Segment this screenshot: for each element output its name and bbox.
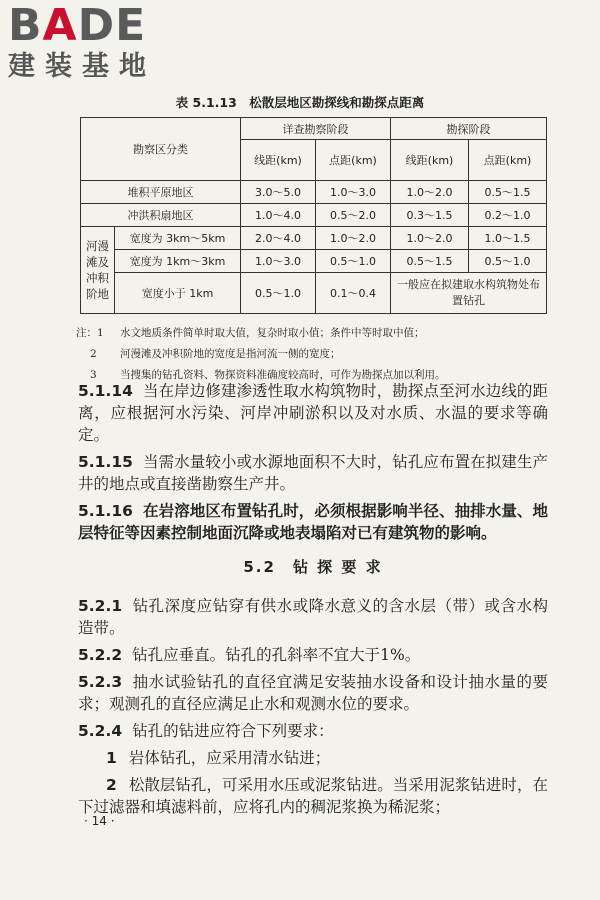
table-row — [81, 250, 547, 273]
bade-logo — [8, 0, 183, 84]
cell-value: 0.5～1.0 — [316, 250, 391, 273]
spacing-table — [80, 117, 547, 314]
row-label: 宽度为 3km～5km — [115, 227, 241, 250]
cell-value: 1.0～1.5 — [469, 227, 547, 250]
section-title: 5.2 钻 探 要 求 — [243, 558, 383, 576]
table-row — [81, 227, 547, 250]
header-line-spacing-2: 线距(km) — [391, 140, 469, 181]
table-notes — [76, 323, 590, 386]
header-stage-explore: 勘探阶段 — [391, 118, 547, 140]
header-point-spacing-2: 点距(km) — [469, 140, 547, 181]
note-item: 2 河漫滩及冲积阶地的宽度是指河流一侧的宽度； — [90, 348, 341, 360]
row-label: 宽度为 1km～3km — [115, 250, 241, 273]
row-label: 冲洪积扇地区 — [81, 204, 241, 227]
cell-value: 0.5～1.5 — [469, 181, 547, 204]
cell-value: 0.2～1.0 — [469, 204, 547, 227]
clause: 5.2.2 钻孔应垂直。钻孔的孔斜率不宜大于1%。 — [78, 646, 421, 664]
clause: 5.2.1 钻孔深度应钻穿有供水或降水意义的含水层（带）或含水构造带。 — [78, 597, 548, 637]
table-caption: 表 5.1.13 松散层地区勘探线和勘探点距离 — [175, 95, 425, 110]
cell-value: 1.0～2.0 — [391, 181, 469, 204]
table-row — [81, 273, 547, 314]
cell-value: 1.0～4.0 — [241, 204, 316, 227]
cell-value: 0.3～1.5 — [391, 204, 469, 227]
logo-mark: BADE — [8, 0, 147, 51]
cell-value: 3.0～5.0 — [241, 181, 316, 204]
list-item: 1 岩体钻孔，应采用清水钻进； — [106, 749, 331, 767]
cell-value: 0.1～0.4 — [316, 273, 391, 314]
cell-value: 0.5～1.0 — [241, 273, 316, 314]
header-stage-detail: 详查勘察阶段 — [241, 118, 391, 140]
table-row — [81, 204, 547, 227]
note-lead: 注： — [76, 327, 97, 339]
clause-mandatory: 5.1.16 在岩溶地区布置钻孔时，必须根据影响半径、抽排水量、地层特征等因素控制地面沉降或地表塌陷对已有建筑物的影响。 — [78, 501, 548, 542]
cell-value: 1.0～2.0 — [316, 227, 391, 250]
cell-note: 一般应在拟建取水构筑物处布置钻孔 — [391, 273, 547, 314]
cell-value: 0.5～1.5 — [391, 250, 469, 273]
cell-value: 0.5～2.0 — [316, 204, 391, 227]
cell-value: 2.0～4.0 — [241, 227, 316, 250]
header-line-spacing: 线距(km) — [241, 140, 316, 181]
cell-value: 1.0～3.0 — [316, 181, 391, 204]
cell-value: 0.5～1.0 — [469, 250, 547, 273]
header-point-spacing: 点距(km) — [316, 140, 391, 181]
logo-subtitle: 建装基地 — [8, 51, 156, 82]
row-label: 宽度小于 1km — [115, 273, 241, 314]
clause: 5.1.15 当需水量较小或水源地面积不大时，钻孔应布置在拟建生产井的地点或直接凿勘察生产井。 — [78, 453, 548, 493]
clause: 5.1.14 当在岸边修建渗透性取水构筑物时，勘探点至河水边线的距离，应根据河水污染、河岸冲刷淤积以及对水质、水温的要求等确定。 — [78, 382, 548, 444]
row-label: 堆积平原地区 — [81, 181, 241, 204]
cell-value: 1.0～2.0 — [391, 227, 469, 250]
table-row — [81, 181, 547, 204]
clause: 5.2.4 钻孔的钻进应符合下列要求： — [78, 722, 334, 740]
clause: 5.2.3 抽水试验钻孔的直径宜满足安装抽水设备和设计抽水量的要求；观测孔的直径应满足止水和观测水位的要求。 — [78, 673, 548, 713]
group-label: 河漫滩及冲积阶地 — [81, 227, 115, 314]
header-category: 勘察区分类 — [81, 118, 241, 181]
list-item: 2 松散层钻孔，可采用水压或泥浆钻进。当采用泥浆钻进时，在下过滤器和填滤料前，应将孔内的稠泥浆换为稀泥浆； — [78, 776, 548, 816]
cell-value: 1.0～3.0 — [241, 250, 316, 273]
note-item: 注：1 水文地质条件简单时取大值，复杂时取小值；条件中等时取中值； — [76, 327, 425, 339]
note-item: 3 当搜集的钻孔资料、物探资料准确度较高时，可作为勘探点加以利用。 — [90, 369, 446, 381]
page-number: · 14 · — [84, 814, 115, 828]
body-text — [78, 380, 548, 823]
